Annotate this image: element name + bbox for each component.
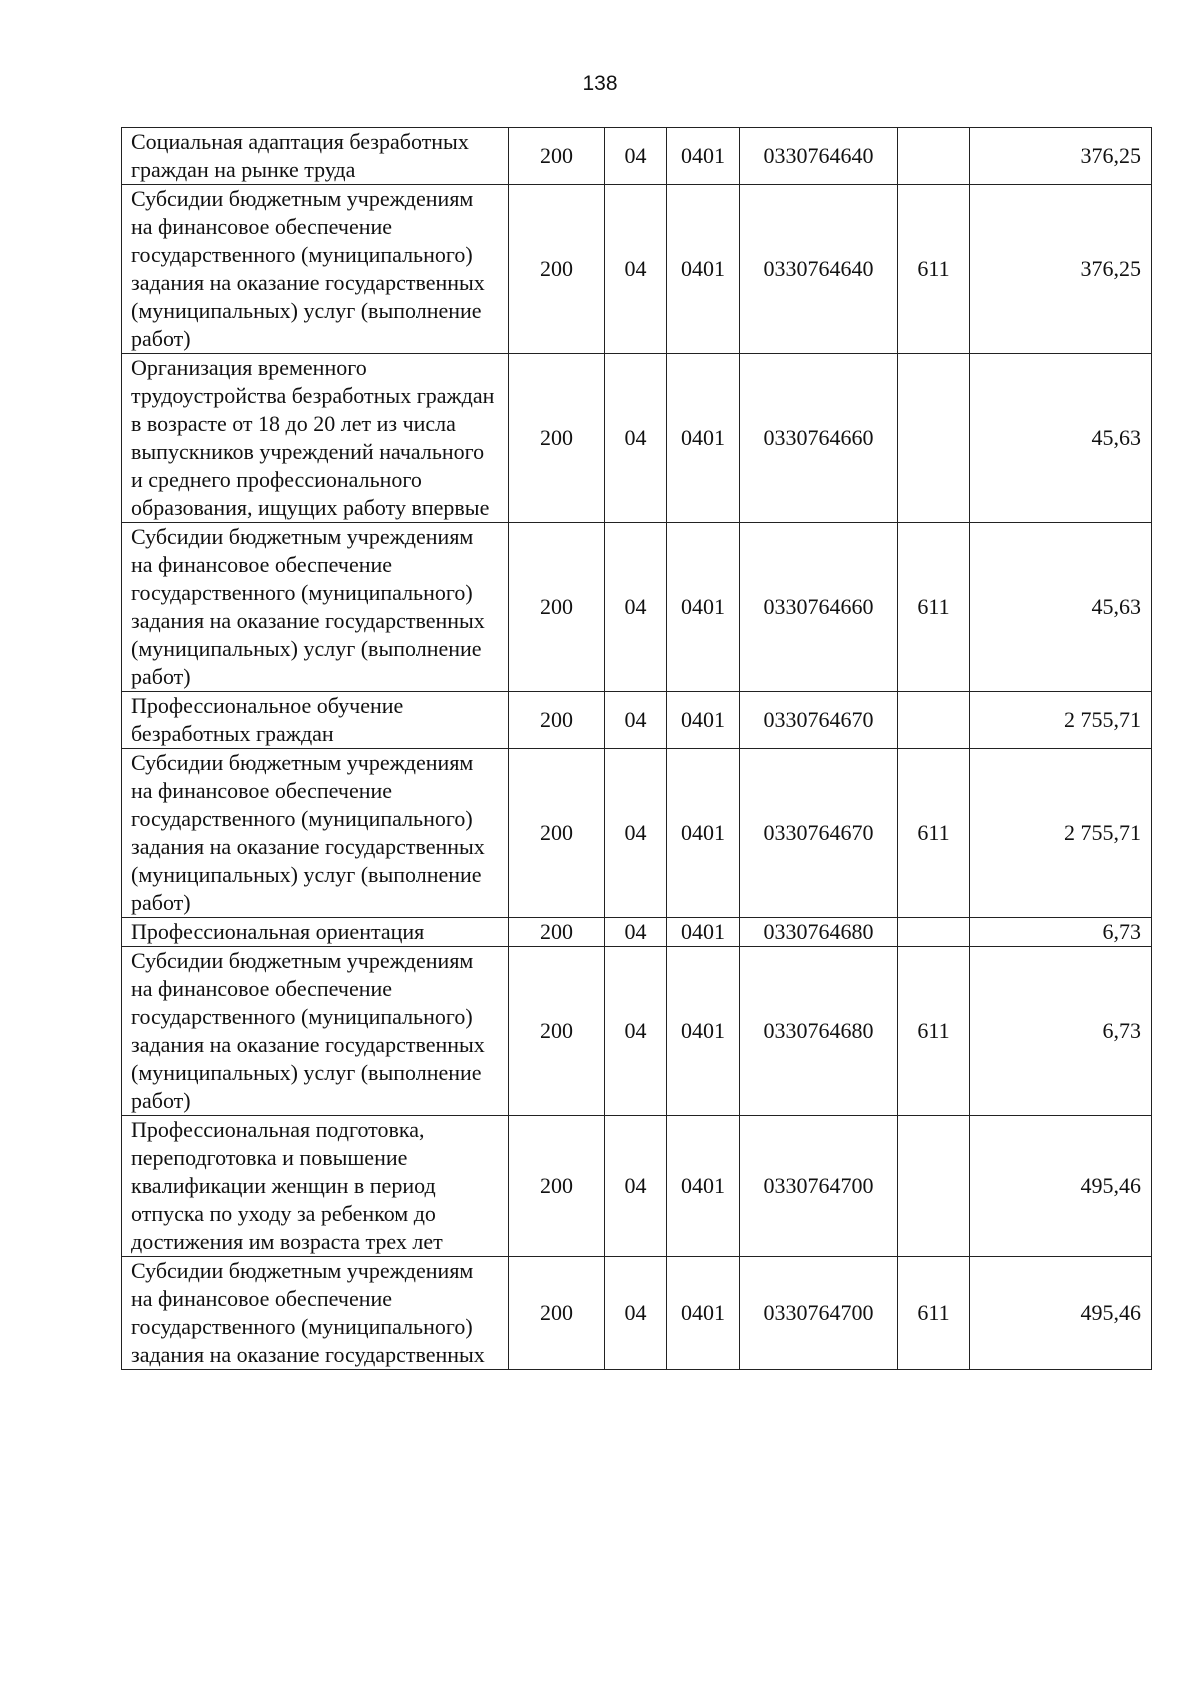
target-article-cell: 0330764640: [740, 128, 898, 185]
section-cell: 04: [605, 947, 667, 1116]
target-article-cell: 0330764680: [740, 918, 898, 947]
amount-cell: 6,73: [970, 918, 1152, 947]
row-name-cell: Субсидии бюджетным учреждениям на финансовое обеспечение государственного (муниципального) задания на оказание государственных (муниципальных) услуг (выполнение работ): [122, 523, 509, 692]
grbs-cell: 200: [509, 918, 605, 947]
section-cell: 04: [605, 918, 667, 947]
expense-type-cell: [898, 918, 970, 947]
grbs-cell: 200: [509, 1116, 605, 1257]
amount-cell: 2 755,71: [970, 749, 1152, 918]
amount-cell: 495,46: [970, 1257, 1152, 1370]
amount-cell: 45,63: [970, 354, 1152, 523]
subsection-cell: 0401: [667, 523, 740, 692]
subsection-cell: 0401: [667, 947, 740, 1116]
grbs-cell: 200: [509, 947, 605, 1116]
grbs-cell: 200: [509, 354, 605, 523]
subsection-cell: 0401: [667, 918, 740, 947]
amount-cell: 2 755,71: [970, 692, 1152, 749]
table-row: [122, 128, 1152, 185]
table-row: [122, 918, 1152, 947]
expense-type-cell: 611: [898, 1257, 970, 1370]
subsection-cell: 0401: [667, 749, 740, 918]
table-row: [122, 523, 1152, 692]
table-row: [122, 354, 1152, 523]
target-article-cell: 0330764660: [740, 354, 898, 523]
table-row: [122, 692, 1152, 749]
expense-type-cell: 611: [898, 523, 970, 692]
target-article-cell: 0330764660: [740, 523, 898, 692]
expense-type-cell: [898, 354, 970, 523]
row-name-cell: Субсидии бюджетным учреждениям на финансовое обеспечение государственного (муниципального) задания на оказание государственных (муниципальных) услуг (выполнение работ): [122, 185, 509, 354]
amount-cell: 495,46: [970, 1116, 1152, 1257]
expense-type-cell: [898, 1116, 970, 1257]
table-row: [122, 1116, 1152, 1257]
subsection-cell: 0401: [667, 692, 740, 749]
target-article-cell: 0330764670: [740, 749, 898, 918]
amount-cell: 45,63: [970, 523, 1152, 692]
subsection-cell: 0401: [667, 354, 740, 523]
grbs-cell: 200: [509, 749, 605, 918]
subsection-cell: 0401: [667, 185, 740, 354]
grbs-cell: 200: [509, 128, 605, 185]
table-row: [122, 1257, 1152, 1370]
subsection-cell: 0401: [667, 128, 740, 185]
table-row: [122, 749, 1152, 918]
target-article-cell: 0330764680: [740, 947, 898, 1116]
expense-type-cell: 611: [898, 947, 970, 1116]
row-name-cell: Субсидии бюджетным учреждениям на финансовое обеспечение государственного (муниципального) задания на оказание государственных: [122, 1257, 509, 1370]
row-name-cell: Организация временного трудоустройства безработных граждан в возрасте от 18 до 20 лет из числа выпускников учреждений начального и среднего профессионального образования, ищущих работу впервые: [122, 354, 509, 523]
section-cell: 04: [605, 128, 667, 185]
target-article-cell: 0330764700: [740, 1116, 898, 1257]
target-article-cell: 0330764700: [740, 1257, 898, 1370]
budget-table: [121, 127, 1152, 1370]
table-row: [122, 185, 1152, 354]
page-number: 138: [582, 72, 618, 95]
section-cell: 04: [605, 1257, 667, 1370]
grbs-cell: 200: [509, 185, 605, 354]
grbs-cell: 200: [509, 1257, 605, 1370]
grbs-cell: 200: [509, 692, 605, 749]
target-article-cell: 0330764640: [740, 185, 898, 354]
target-article-cell: 0330764670: [740, 692, 898, 749]
section-cell: 04: [605, 523, 667, 692]
table-row: [122, 947, 1152, 1116]
section-cell: 04: [605, 749, 667, 918]
row-name-cell: Профессиональная ориентация: [122, 918, 509, 947]
row-name-cell: Социальная адаптация безработных граждан на рынке труда: [122, 128, 509, 185]
row-name-cell: Профессиональная подготовка, переподготовка и повышение квалификации женщин в период отпуска по уходу за ребенком до достижения им возраста трех лет: [122, 1116, 509, 1257]
expense-type-cell: [898, 128, 970, 185]
section-cell: 04: [605, 354, 667, 523]
row-name-cell: Профессиональное обучение безработных граждан: [122, 692, 509, 749]
expense-type-cell: 611: [898, 185, 970, 354]
section-cell: 04: [605, 185, 667, 354]
subsection-cell: 0401: [667, 1116, 740, 1257]
amount-cell: 6,73: [970, 947, 1152, 1116]
row-name-cell: Субсидии бюджетным учреждениям на финансовое обеспечение государственного (муниципального) задания на оказание государственных (муниципальных) услуг (выполнение работ): [122, 947, 509, 1116]
grbs-cell: 200: [509, 523, 605, 692]
row-name-cell: Субсидии бюджетным учреждениям на финансовое обеспечение государственного (муниципального) задания на оказание государственных (муниципальных) услуг (выполнение работ): [122, 749, 509, 918]
amount-cell: 376,25: [970, 185, 1152, 354]
amount-cell: 376,25: [970, 128, 1152, 185]
expense-type-cell: 611: [898, 749, 970, 918]
section-cell: 04: [605, 692, 667, 749]
subsection-cell: 0401: [667, 1257, 740, 1370]
section-cell: 04: [605, 1116, 667, 1257]
expense-type-cell: [898, 692, 970, 749]
